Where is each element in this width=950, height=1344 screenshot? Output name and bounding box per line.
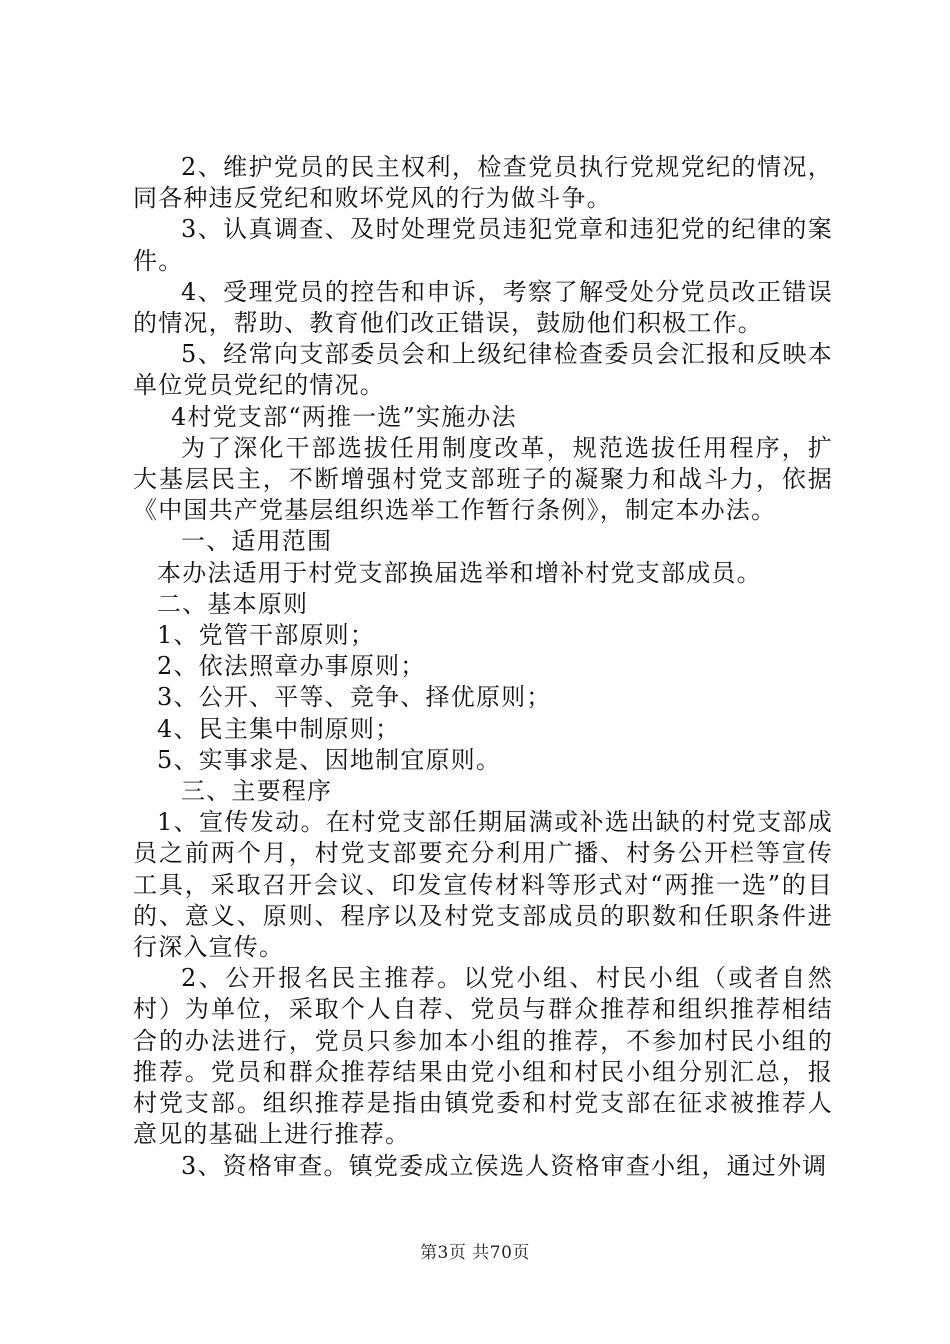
paragraph: 3、资格审查。镇党委成立侯选人资格审查小组，通过外调: [181, 1151, 828, 1180]
document-body: [133, 152, 833, 1182]
paragraph: 1、宣传发动。在村党支部任期届满或补选出缺的村党支部成员之前两个月，村党支部要充分利用广播、村务公开栏等宣传工具，采取召开会议、印发宣传材料等形式对“两推一选”的目的、意义、原则、程序以及村党支部成员的职数和任职条件进行深入宣传。: [133, 808, 833, 962]
paragraph: 2、公开报名民主推荐。以党小组、村民小组（或者自然村）为单位，采取个人自荐、党员与群众推荐和组织推荐相结合的办法进行，党员只参加本小组的推荐，不参加村民小组的推荐。党员和群众推荐结果由党小组和村民小组分别汇总，报村党支部。组织推荐是指由镇党委和村党支部在征求被推荐人意见的基础上进行推荐。: [133, 964, 833, 1149]
paragraph: 4、受理党员的控告和申诉，考察了解受处分党员改正错误的情况，帮助、教育他们改正错误，鼓励他们积极工作。: [133, 277, 833, 338]
page-number-footer: 第3页 共70页: [420, 1243, 530, 1263]
section-heading: 一、适用范围: [181, 527, 333, 556]
list-item: 5、实事求是、因地制宜原则。: [157, 745, 502, 774]
paragraph: 2、维护党员的民主权利，检查党员执行党规党纪的情况，同各种违反党纪和败坏党风的行为做斗争。: [133, 153, 833, 213]
list-item: 3、公开、平等、竞争、择优原则；: [157, 683, 552, 712]
paragraph: 为了深化干部选拔任用制度改革，规范选拔任用程序，扩大基层民主，不断增强村党支部班子的凝聚力和战斗力，依据《中国共产党基层组织选举工作暂行条例》，制定本办法。: [133, 433, 833, 525]
section-heading: 4村党支部“两推一选”实施办法: [171, 402, 517, 431]
paragraph: 5、经常向支部委员会和上级纪律检查委员会汇报和反映本单位党员党纪的情况。: [133, 340, 833, 400]
section-heading: 三、主要程序: [181, 777, 333, 806]
section-heading: 二、基本原则: [157, 589, 309, 618]
list-item: 4、民主集中制原则；: [157, 714, 401, 743]
paragraph: 3、认真调查、及时处理党员违犯党章和违犯党的纪律的案件。: [133, 215, 833, 275]
list-item: 2、依法照章办事原则；: [157, 652, 426, 681]
list-item: 1、党管干部原则；: [157, 621, 376, 650]
paragraph: 本办法适用于村党支部换届选举和增补村党支部成员。: [157, 558, 762, 587]
